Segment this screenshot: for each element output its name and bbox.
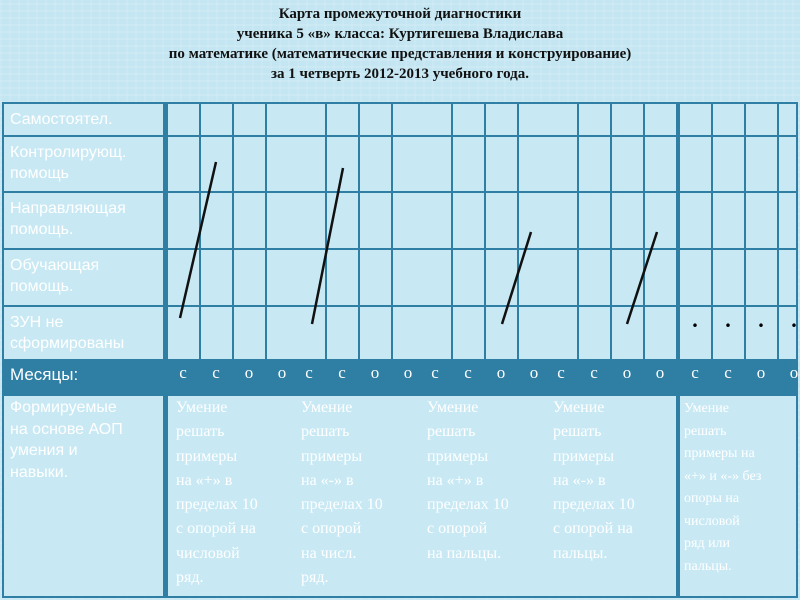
month-cell: о [403,363,413,382]
month-cell: о [496,363,506,382]
skills-label: Формируемые на основе АОП умения и навыки. [10,399,123,481]
month-cell: о [244,363,254,382]
month-cell: с [590,363,598,382]
progress-line [180,162,216,318]
skill-block-1: Умение решать примеры на «+» в пределах 10 с опорой на числовой ряд. [176,399,258,587]
progress-line [312,168,343,324]
month-cell: о [789,363,799,382]
month-cell: о [277,363,287,382]
month-cell: с [431,363,439,382]
level-label-controlling: Контролирующ. помощь [10,144,127,182]
month-cell: о [529,363,539,382]
dot-mark: . [758,307,764,332]
dot-mark: . [791,307,797,332]
title-line: ученика 5 «в» класса: Куртигешева Владислава [236,26,564,42]
month-cell: с [179,363,187,382]
title-line: Карта промежуточной диагностики [278,6,522,22]
progress-line [627,232,657,324]
level-label-guiding: Направляющая помощь. [10,200,126,238]
month-cell: о [655,363,665,382]
month-cell: с [557,363,565,382]
progress-line [502,232,531,324]
month-cell: с [724,363,732,382]
month-cell: с [464,363,472,382]
skill-block-5: Умение решать примеры на «+» и «-» без опоры на числовой ряд или пальцы. [684,401,762,574]
month-cell: о [756,363,766,382]
dot-mark: . [692,307,698,332]
level-label-teaching: Обучающая помощь. [10,257,100,295]
month-cell: о [370,363,380,382]
month-cell: с [212,363,220,382]
skill-block-3: Умение решать примеры на «+» в пределах 10 с опорой на пальцы. [427,399,509,562]
month-cell: с [338,363,346,382]
dot-mark: . [725,307,731,332]
month-cell: с [305,363,313,382]
title-line: по математике (математические представления и конструирование) [168,46,632,62]
skill-block-4: Умение решать примеры на «-» в пределах 10 с опорой на пальцы. [553,399,635,562]
level-label-not-formed: ЗУН не сформированы [10,314,125,352]
title-line: за 1 четверть 2012-2013 учебного года. [270,66,529,82]
month-cell: с [691,363,699,382]
months-label: Месяцы: [10,365,79,384]
level-label-independent: Самостоятел. [10,111,113,128]
month-cell: о [622,363,632,382]
skill-block-2: Умение решать примеры на «-» в пределах 10 с опорой на числ. ряд. [301,399,383,587]
